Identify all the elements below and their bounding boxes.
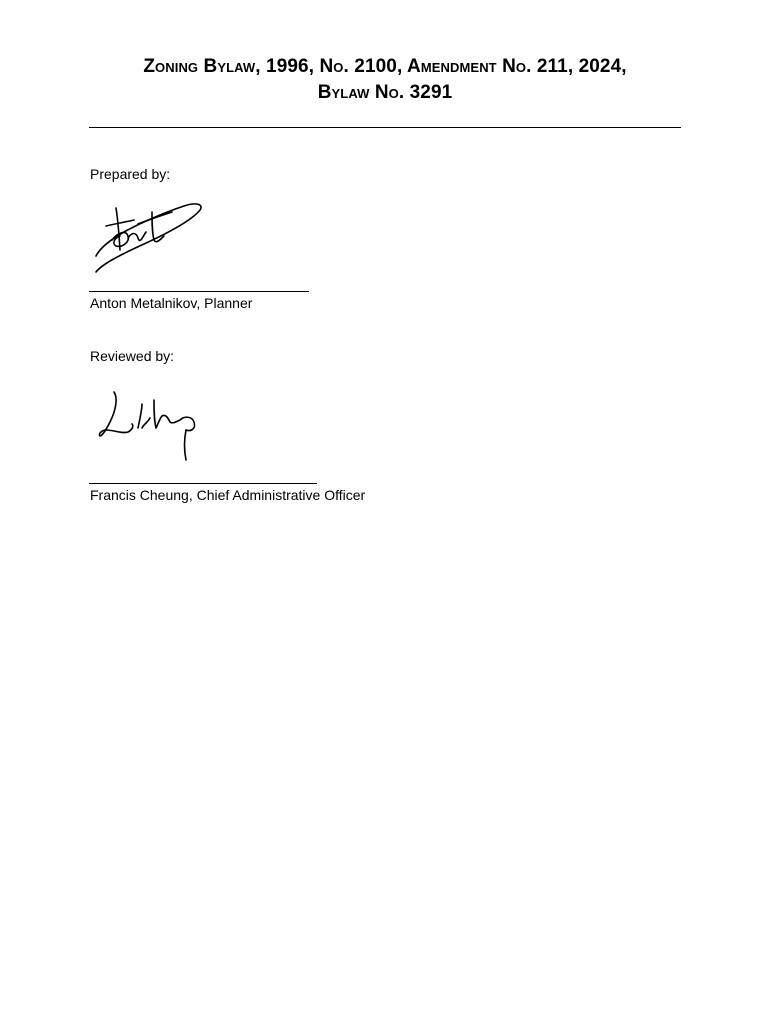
prepared-by-label: Prepared by: [90, 166, 171, 182]
prepared-by-signatory: Anton Metalnikov, Planner [90, 295, 253, 311]
document-title [60, 54, 710, 106]
reviewed-by-signatory: Francis Cheung, Chief Administrative Officer [90, 487, 366, 503]
reviewed-by-signature [96, 388, 206, 468]
title-divider [89, 127, 681, 128]
prepared-by-signature-line [89, 291, 309, 292]
reviewed-by-label: Reviewed by: [90, 348, 175, 364]
prepared-by-signature [92, 198, 208, 278]
title-line-2: Bylaw No. 3291 [317, 82, 453, 103]
title-line-1: Zoning Bylaw, 1996, No. 2100, Amendment No. 211, 2024, [143, 56, 627, 77]
reviewed-by-signature-line [89, 483, 317, 484]
